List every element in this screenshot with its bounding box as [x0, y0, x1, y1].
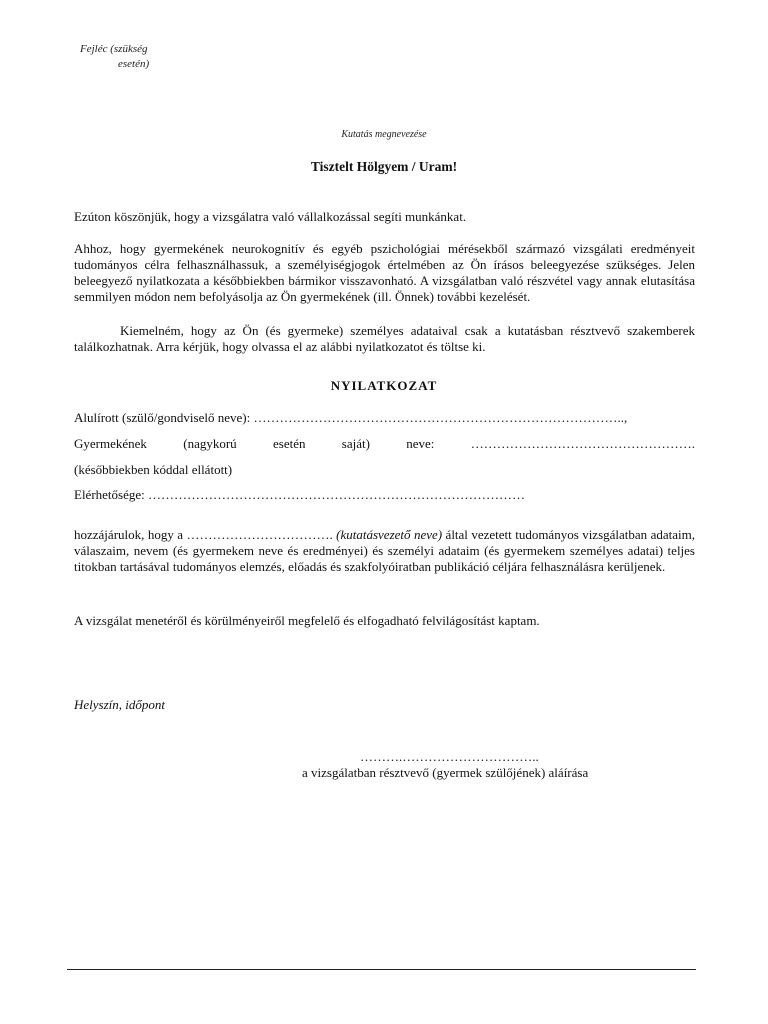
header-note	[80, 42, 149, 72]
salutation: Tisztelt Hölgyem / Uram!	[310, 159, 458, 174]
consent-paragraph	[74, 527, 695, 575]
child-name-note: (későbbiekben kóddal ellátott)	[74, 462, 233, 477]
child-name-word: saját)	[341, 436, 370, 451]
signature-label: a vizsgálatban résztvevő (gyermek szülőjének) aláírása	[302, 765, 589, 780]
consent-start: hozzájárulok, hogy a …………………………….	[74, 527, 337, 542]
research-leader-label: (kutatásvezető neve)	[336, 527, 443, 542]
child-name-word: neve:	[406, 436, 435, 451]
contact-field: Elérhetősége: ……………………………………………………………………………	[74, 487, 525, 502]
child-name-field	[74, 436, 695, 452]
child-name-word: esetén	[272, 436, 306, 451]
info-statement: A vizsgálat menetéről és körülményeiről megfelelő és elfogadható felvilágosítást kaptam.	[74, 613, 540, 628]
thanks-paragraph: Ezúton köszönjük, hogy a vizsgálatra való vállalkozással segíti munkánkat.	[74, 209, 467, 224]
header-note-line1: Fejléc (szükség	[80, 43, 148, 55]
child-name-dots: …………………………………………….	[470, 436, 695, 451]
header-note-line2: esetén)	[118, 58, 150, 70]
consent-intro-paragraph: Ahhoz, hogy gyermekének neurokognitív és egyéb pszichológiai mérésekből származó vizsgálati eredményeit tudományos célra felhasználhassuk, a személyiségjogok értelmében az Ön írásos beleegyezése szükséges. Jelen beleegyező nyilatkozata a későbbiekben bármikor visszavonható. A vizsgálatban való részvétel vagy annak elutasítása semmilyen módon nem befolyásolja az Ön gyermekének (ill. Önnek) további kezelését.	[74, 241, 695, 304]
footer-divider	[67, 969, 696, 970]
place-time-label: Helyszín, időpont	[74, 697, 165, 712]
child-name-word: Gyermekének	[74, 436, 147, 451]
parent-name-field: Alulírott (szülő/gondviselő neve): …………………………………………………………………………..,	[74, 410, 628, 425]
signature-line: ……….…………………………..	[360, 749, 539, 764]
privacy-paragraph: Kiemelném, hogy az Ön (és gyermeke) személyes adataival csak a kutatásban résztvevő szakemberek találkozhatnak. Arra kérjük, hogy olvassa el az alábbi nyilatkozatot és töltse ki.	[74, 323, 695, 354]
child-name-word: (nagykorú	[183, 436, 237, 451]
research-name: Kutatás megnevezése	[341, 129, 427, 140]
consent-rest: által vezetett tudományos vizsgálatban adataim, válaszaim, nevem (és gyermekem neve és eredményei) és személyi adataim (és gyermekem személyes adatai) teljes titokban tartásával tudományos elemzés, előadás és szakfolyóiratban publikáció céljára felhasználásra kerüljenek.	[74, 527, 696, 574]
declaration-title: NYILATKOZAT	[330, 378, 438, 393]
